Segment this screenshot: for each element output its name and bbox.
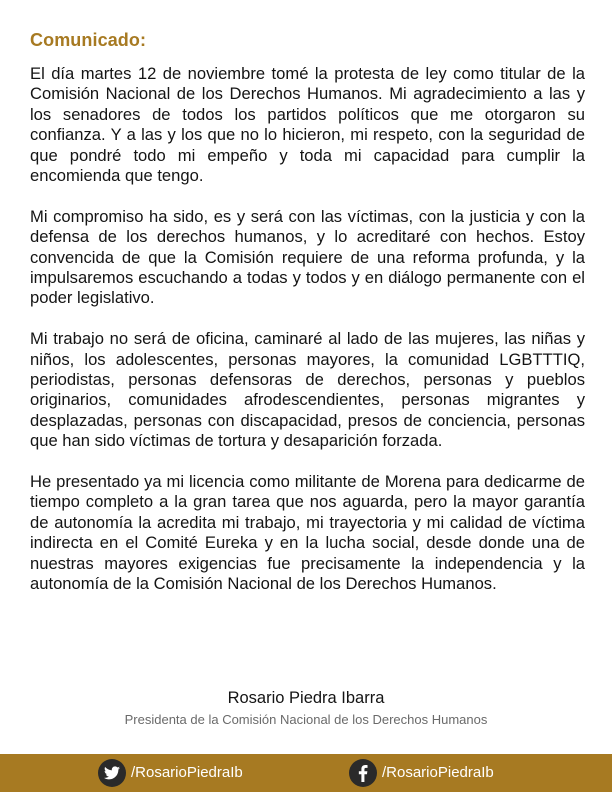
footer-bar	[0, 754, 612, 792]
twitter-icon	[98, 759, 126, 787]
paragraph: El día martes 12 de noviembre tomé la protesta de ley como titular de la Comisión Nacional de los Derechos Humanos. Mi agradecimiento a las y los senadores de todos los partidos políticos que me otorgaron su confianza. Y a las y los que no lo hicieron, mi respeto, con la seguridad de que pondré todo mi empeño y toda mi capacidad para cumplir la encomienda que tengo.	[30, 64, 585, 186]
signature-block	[0, 688, 612, 728]
paragraph: Mi trabajo no será de oficina, caminaré al lado de las mujeres, las niñas y niños, los adolescentes, personas mayores, la comunidad LGBTTTIQ, periodistas, personas defensoras de derechos, personas y pueblos originarios, comunidades afrodescendientes, personas migrantes y desplazadas, personas con discapacidad, presos de conciencia, personas que han sido víctimas de tortura y desaparición forzada.	[30, 329, 585, 451]
document-body	[30, 64, 585, 615]
facebook-icon	[349, 759, 377, 787]
twitter-handle: /RosarioPiedraIb	[131, 764, 243, 781]
facebook-handle: /RosarioPiedraIb	[382, 764, 494, 781]
facebook-link[interactable]	[349, 759, 494, 787]
signature-name: Rosario Piedra Ibarra	[227, 689, 385, 707]
paragraph: Mi compromiso ha sido, es y será con las víctimas, con la justicia y con la defensa de los derechos humanos, y lo acreditaré con hechos. Estoy convencida de que la Comisión requiere de una reforma profunda, y la impulsaremos escuchando a todas y todos y en diálogo permanente con el poder legislativo.	[30, 206, 585, 308]
twitter-link[interactable]	[98, 759, 243, 787]
paragraph: He presentado ya mi licencia como militante de Morena para dedicarme de tiempo completo a la gran tarea que nos aguarda, pero la mayor garantía de autonomía la acredita mi trabajo, mi trayectoria y mi calidad de víctima indirecta en el Comité Eureka y en la lucha social, desde donde una de nuestras mayores exigencias fue precisamente la independencia y la autonomía de la Comisión Nacional de los Derechos Humanos.	[30, 472, 585, 594]
signature-role: Presidenta de la Comisión Nacional de los Derechos Humanos	[124, 712, 488, 727]
document-heading: Comunicado:	[30, 30, 147, 50]
